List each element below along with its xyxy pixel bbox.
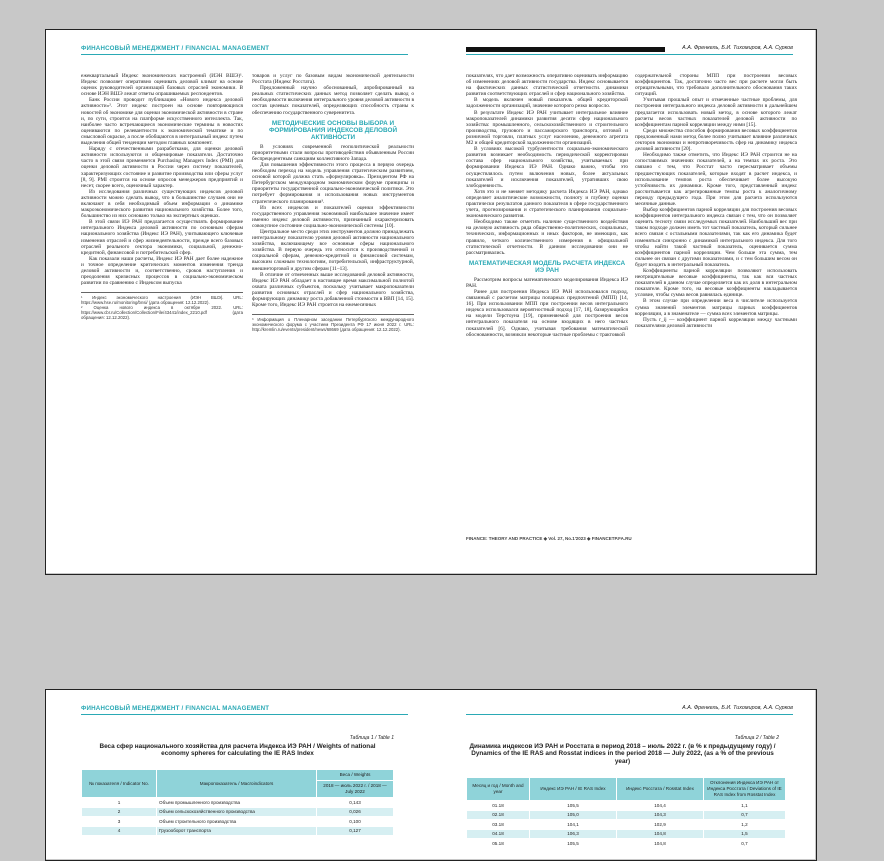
header-rule (466, 714, 793, 715)
paragraph: Из исследования различных существующих индексов деловой активности можно сделать вывод, что в большинстве случаев они не включают в себя необходимый объем информации о динамике макроэкономического развития национального хозяйства. Более того, большинство из них основано только на экспертных оценках. (81, 188, 243, 220)
text-column-left (81, 73, 243, 320)
table-row (82, 798, 394, 808)
document-page-2 (430, 29, 815, 573)
table-row (467, 801, 786, 811)
paragraph: В отличие от отмеченных выше исследований деловой активности, Индекс ИЭ РАН обладает в настоящее время максимальной полнотой охвата различных субъектов, поскольку учитывает макропоказатели развития основных отраслей и сфер национального хозяйства, формирующих динамику роста добавленной стоимости в ВВП [14, 15]. Кроме того, Индекс ИЭ РАН строится на ежемесячных (252, 271, 414, 309)
cell: 104,8 (617, 829, 704, 839)
table-row (82, 826, 394, 836)
paragraph: В этой связи ИЭ РАН предлагается осуществлять формирование интегрального Индекса деловой активности по основным сферам национального хозяйства (Индекс ИЭ РАН), учитывающего ключевые изменения отраслей и сфер жизнедеятельности, прежде всего базовых отраслей реального сектора экономики, социальной, денежно-кредитной, финансовой и потребительской сфер. (81, 219, 243, 256)
table-row (467, 810, 786, 820)
header-black-bar (466, 47, 665, 52)
paragraph: В условиях современной геополитической реальности приоритетными стали вопросы противодействия объявленным России беспрецедентным санкциям коллективного Запада. (252, 143, 414, 162)
footnotes (81, 292, 243, 320)
footnotes (252, 314, 414, 332)
paragraph: Учитывая прошлый опыт и отмеченные частные проблемы, для построения интегрального индекса деловой активности в дальнейшем предлагается использовать новый метод, в основе которого лежат расчеты весов частных показателей деловой активности по коэффициентам парной корреляции между ними [15]. (635, 97, 797, 128)
text-column-left (466, 73, 628, 338)
paragraph: Пусть r_ij — коэффициент парной корреляции между частными показателями деловой активности (635, 316, 797, 329)
cell: 2 (82, 807, 157, 817)
paragraph: содержательной стороны МПП при построении весовых коэффициентов. Так, достаточно часто вес при расчете могли быть отрицательными, что требовало дополнительного обоснования таких ситуаций. (635, 73, 797, 98)
cell: 0,143 (317, 798, 394, 808)
paragraph: Из всех индексов и показателей оценки эффективности государственного управления экономикой наибольшее значение имеет именно индекс деловой активности, признанный охарактеризовать совокупное состояние социально-экономической системы [10]. (252, 204, 414, 229)
table-caption: Таблица 2 / Table 2 (734, 735, 779, 741)
journal-footer: FINANCE: THEORY AND PRACTICE ◆ Vol. 27, No.1'2023 ◆ FINANCETP.FA.RU (466, 536, 632, 541)
table-row (82, 817, 394, 827)
running-header-authors: А.А. Френкель, Б.И. Тихомиров, А.А. Сурков (682, 45, 793, 51)
cell: 02.18 (467, 810, 530, 820)
paragraph: показателях, что дает возможность оперативно оценивать информацию об изменениях деловой активности государства. Индекс основывается на фактических данных статистической отчетности. динамики развития соответствующих отраслей и сфер национального хозяйства. (466, 73, 628, 98)
paragraph: Хотя это и не меняет методику расчета Индекса ИЭ РАН, однако определяет аналитические возможности, полноту и глубину оценки практически результатов данного показателя в сфере государственного учета, прогнозирования и стратегического планирования социально-экономического развития. (466, 188, 628, 220)
cell: 104,3 (617, 810, 704, 820)
cell: Объем промышленного производства (157, 798, 317, 808)
footnote: ³ Информация о Пленарном заседании Петербургского международного экономического форума с участием Президента РФ 17 июня 2022 г. URL: http://kremlin.ru/events/president/news/68669 (дата обращения: 12.12.2022). (252, 317, 414, 333)
paragraph: В условиях высокой турбулентности социально-экономического развития возникает необходимость периодической корректировки состава сфер национального хозяйства, учитываемых при формировании Индекса ИЭ РАН. Однако важно, чтобы это осуществлялось путем включения новых, более актуальных показателей и исключения показателей, утративших свою злободневность. (466, 146, 628, 189)
header-rule (81, 714, 408, 715)
cell: 05.18 (467, 839, 530, 849)
cell: 01.18 (467, 801, 530, 811)
cell: 105,5 (530, 801, 617, 811)
paragraph: Коэффициенты парной корреляции позволяют использовать неотрицательные весовые коэффициенты, так как вся частных показателей в данном случае определяется как их доля в интегральном показателе. Кроме того, на весовые коэффициенты накладывается условие, чтобы сумма весов равнялась единице. (635, 268, 797, 299)
footnote: ¹ Индекс экономического настроения (ИЭН ВШЭ). URL: https://www.hse.ru/monitoring/bnsi/ (дата обращения: 12.12.2022). (81, 295, 243, 306)
cell: 4 (82, 826, 157, 836)
cell: 105,0 (530, 810, 617, 820)
paragraph: Рассмотрим вопросы математического моделирования Индекса ИЭ РАН. (466, 276, 628, 289)
column-header: Индекс ИЭ РАН / IE RAS Index (530, 778, 617, 801)
column-header: № показателя / Indicator No. (82, 770, 157, 798)
column-header: Макропоказатель / Macroindicators (157, 770, 317, 798)
column-header: Отклонения Индекса ИЭ РАН от Индекса Росстата / Deviations of IE RAS Index from Rosstat Index (704, 778, 786, 801)
weights-table (81, 769, 394, 836)
cell: 3 (82, 817, 157, 827)
cell: 0,7 (704, 810, 786, 820)
running-header: ФИНАНСОВЫЙ МЕНЕДЖМЕНТ / FINANCIAL MANAGEMENT (81, 705, 270, 712)
cell: 04.18 (467, 829, 530, 839)
cell: 1,5 (704, 829, 786, 839)
cell: 1,1 (704, 801, 786, 811)
dynamics-table (466, 777, 786, 849)
cell: 102,9 (617, 820, 704, 830)
paragraph: Среди множества способов формирования весовых коэффициентов предложенный нами метод более полно учитывает влияние различных секторов экономики и непротиворечивость сфер на динамику индекса деловой активности [20]. (635, 127, 797, 153)
paragraph: В этом случае при определении веса в числителе используется сумма значений элементов матрицы парных коэффициентов корреляции, а в знаменателе — сумма всех элементов матрицы. (635, 298, 797, 317)
paragraph: Необходимо также отметить, что Индекс ИЭ РАН строится не на сопоставимых значениях показателей, а на темпах их роста. Это связано с тем, что Росстат часто пересматривает объемы предшествующих показателей, которые входят в расчет индекса, и использование темпов роста обеспечивает более высокую устойчивость их динамики. Кроме того, представленный индекс рассчитывается как агрегированные темпы роста к аналогичному периоду предыдущего года. При этом для расчета используются месячные данные. (635, 152, 797, 207)
cell: 106,3 (530, 829, 617, 839)
paragraph: Наряду с отечественными разработками, для оценки деловой активности используются и общемировые показатели. Достаточно часто в этой связи применяется Purchasing Managers Index (PMI) для оценки деловой активности в России через систему показателей, характеризующих состояние и развитие производства или сферы услуг [8, 9]. PMI строится на основе опросов менеджеров предприятий и несет, скорее всего, оценочный характер. (81, 146, 243, 189)
cell: 03.18 (467, 820, 530, 830)
table-title: Динамика индексов ИЭ РАН и Росстата в период 2018 – июль 2022 г. (в % к предыдущему году) / Dynamics of the IE RAS and Rosstat indices in the period 2018 — July 2022, (as a % of the previous year) (469, 743, 776, 765)
header-rule (81, 54, 408, 55)
table-caption: Таблица 1 / Table 1 (349, 735, 394, 741)
document-page-3 (45, 689, 431, 859)
table-row (467, 829, 786, 839)
cell: 104,4 (617, 801, 704, 811)
paragraph: ежеквартальный Индекс экономических настроений (ИЭН ВШЭ)¹. Индекс позволяет оперативно оценивать деловой климат на основе оценок руководителей организаций базовых отраслей экономики. В основе ИЭН ВШЭ лежат ответы опрашиваемых респондентов. (81, 73, 243, 98)
paragraph: Предложенный научно обоснованный, апробированный на реальных статистических данных метод позволяет сделать вывод о необходимости включения интегрального уровня деловой активности в состав целевых показателей, определяющих способность страны к обеспечению государственного суверенитета. (252, 85, 414, 116)
document-page-1 (45, 29, 431, 573)
cell: 104,1 (530, 820, 617, 830)
text-column-right (635, 73, 797, 329)
table-row (467, 820, 786, 830)
cell: 0,127 (317, 826, 394, 836)
section-heading: МАТЕМАТИЧЕСКАЯ МОДЕЛЬ РАСЧЕТА ИНДЕКСА ИЭ РАН (468, 259, 626, 274)
cell: 0,100 (317, 817, 394, 827)
paragraph: Как показали наши расчеты, Индекс ИЭ РАН дает более надежное и точное определение критических моментов изменения тренда деловой активности и, соответственно, сроков наступления и преодоления кризисных процессов в социально-экономическом развитии по сравнению с Индексом выпуска (81, 255, 243, 287)
text-column-right (252, 73, 414, 332)
paragraph: товаров и услуг по базовым видам экономической деятельности Росстата (Индекс Росстата). (252, 73, 414, 86)
header-rule (466, 54, 793, 55)
column-header: Веса / Weights (317, 770, 394, 781)
paragraph: Ранее для построения Индекса ИЭ РАН использовался подход, связанный с расчетом матрицы попарных предпочтений (МПП) [14, 16]. При использовании МПП при построении весов интегрального индекса использовался вероятностный подход [17, 18], базирующийся на модели Терстоуна [19], применяемой для построения весов интегрального показателя на основе входящих в него частных показателей [6]. Однако, учитывая требования математической обоснованности, возникли некоторые частные проблемы с трактовкой (466, 289, 628, 338)
cell: 0,7 (704, 839, 786, 849)
paragraph: Банк России проводит публикацию «Нового индекса деловой активности»². Этот индекс построен на основе повторяющихся новостей об экономике для оценки экономической активности в стране и, по сути, строится на платформе искусственного интеллекта. Так, наиболее часто встречающиеся экономические термины в новостях оцениваются по релевантности к экономической тематике и по смысловой окраске, а после обобщаются в интегральный индекс путем выделения общей тенденции методом главных компонент. (81, 97, 243, 147)
cell: 105,5 (530, 839, 617, 849)
paragraph: В результате Индекс ИЭ РАН учитывает интегральное влияние макропоказателей динамики развития десяти сфер национального хозяйства: промышленного, сельскохозяйственного и строительного производства, грузового и пассажирского транспорта, оптовой и розничной торговли, платных услуг населению, денежного агрегата M2 и общей кредиторской задолженности организаций. (466, 109, 628, 147)
table-title: Веса сфер национального хозяйства для расчета Индекса ИЭ РАН / Weights of national economy spheres for calculating the IE RAS Index (99, 743, 376, 758)
table-row (467, 839, 786, 849)
column-subheader: 2018 — июль 2022 г. / 2018 — July 2022 (317, 781, 394, 798)
document-page-4 (430, 689, 815, 859)
cell: 0,026 (317, 807, 394, 817)
section-heading: МЕТОДИЧЕСКИЕ ОСНОВЫ ВЫБОРА И ФОРМИРОВАНИЯ ИНДЕКСОВ ДЕЛОВОЙ АКТИВНОСТИ (268, 119, 398, 141)
table-row (82, 807, 394, 817)
cell: Объем строительного производства (157, 817, 317, 827)
paragraph: В модель включен новый показатель общей кредиторской задолженности организаций, значение которого резко возросло. (466, 97, 628, 110)
column-header: Месяц и год / Month and year (467, 778, 530, 801)
paragraph: Выбор коэффициентов парной корреляции для построения весовых коэффициентов интегрального индекса связан с тем, что он позволяет оценить тесноту связи исследуемых показателей. Наибольший вес при таком подходе должен иметь тот частный показатель, который сильнее всего связан с остальными показателями, так как его динамика будет изменяться синхронно с динамикой интегрального индекса. Для того чтобы найти такой частный показатель, оценивается сумма коэффициентов парной корреляции. Чем больше эта сумма, тем сильнее он связан с другими показателями, и с тем большим весом он будет входить в интегральный показатель. (635, 207, 797, 268)
paragraph: Центральное место среди этих инструментов должно принадлежать интегральному показателю уровня деловой активности национального хозяйства, включающему все основные сферы национального хозяйства. В первую очередь это относится к производственной и социальной сферам, денежно-кредитной и финансовой системам, высоким сложным технологиям, потребительской, инфраструктурной, внешнеторговой и другим сферам [11–13]. (252, 228, 414, 272)
running-header: ФИНАНСОВЫЙ МЕНЕДЖМЕНТ / FINANCIAL MANAGEMENT (81, 45, 270, 52)
footnote: ² Оценка нового индекса в октябре 2022. URL: https://www.cbr.ru/Collection/Collection/File/43441/index_2210.pdf (дата обращения: 12.12.2022). (81, 305, 243, 321)
cell: 1,2 (704, 820, 786, 830)
paragraph: Необходимо также отметить наличие существенного воздействия на деловую активность ряда общественно-политических, социальных, технических, информационных и иных факторов, не имеющих, как правило, четкого количественного измерения в официальной статистической отчетности. В данном исследовании они не рассматривались. (466, 219, 628, 256)
cell: 104,8 (617, 839, 704, 849)
cell: 1 (82, 798, 157, 808)
running-header-authors: А.А. Френкель, Б.И. Тихомиров, А.А. Сурков (682, 705, 793, 711)
paragraph: Для повышения эффективности этого процесса в первую очередь необходим переход на модель управления стратегическим развитием, основой которой должна стать «формулировка». Президентом РФ на Петербургском международном экономическом форуме принципы и приоритеты государственной социально-экономической политики. Это потребует формирования и использования новых инструментов стратегического планирования³. (252, 161, 414, 205)
column-header: Индекс Росстата / Rosstat Index (617, 778, 704, 801)
cell: Грузооборот транспорта (157, 826, 317, 836)
cell: Объем сельскохозяйственного производства (157, 807, 317, 817)
